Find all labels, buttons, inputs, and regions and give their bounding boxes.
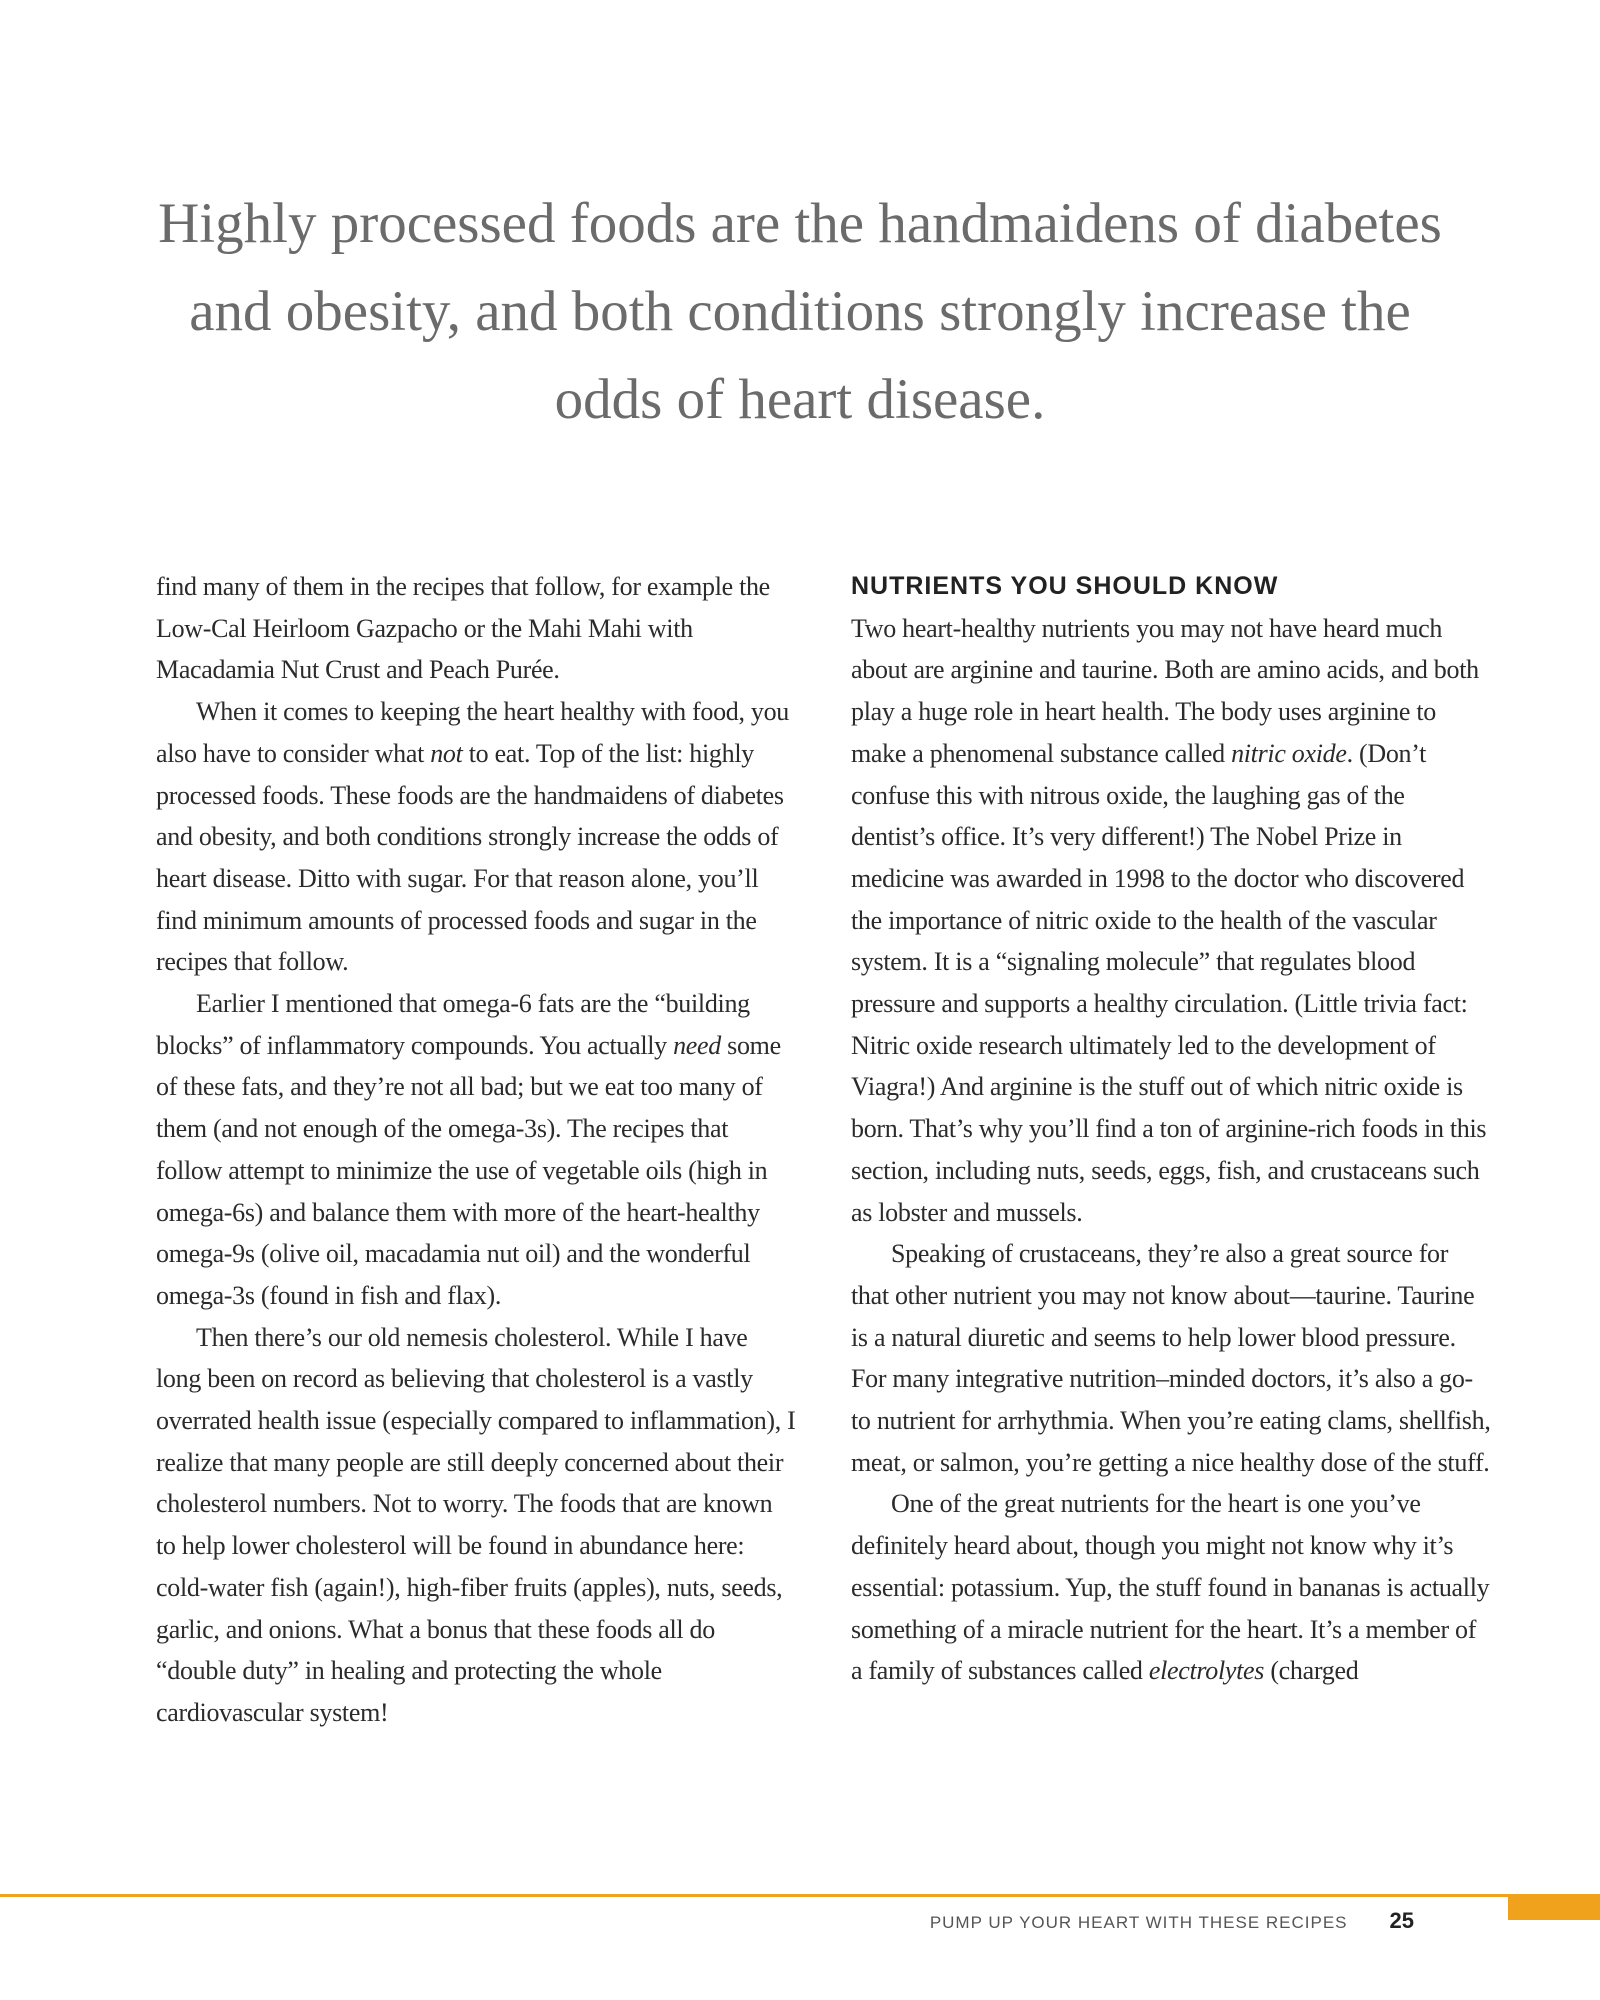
emphasis-not: not — [430, 738, 463, 768]
footer-rule — [0, 1894, 1600, 1897]
emphasis-electrolytes: electrolytes — [1148, 1656, 1265, 1686]
emphasis-nitric-oxide: nitric oxide — [1231, 738, 1347, 768]
right-column — [851, 566, 1491, 1692]
left-paragraph-3: Earlier I mentioned that omega-6 fats are the “building blocks” of inflammatory compounds. You actually need some of these fats, and they’re not all bad; but we eat too many of them (and not enough of the omega-3s). The recipes that follow attempt to minimize the use of vegetable oils (high in omega-6s) and balance them with more of the heart-healthy omega-9s (olive oil, macadamia nut oil) and the wonderful omega-3s (found in fish and flax). — [156, 989, 781, 1310]
left-column — [156, 566, 796, 1734]
section-heading: NUTRIENTS YOU SHOULD KNOW — [851, 572, 1279, 600]
right-paragraph-3: One of the great nutrients for the heart is one you’ve definitely heard about, though you might not know why it’s essential: potassium. Yup, the stuff found in bananas is actually something of a miracle nutrient for the heart. It’s a member of a family of substances called electrolytes (charged — [851, 1489, 1490, 1686]
emphasis-need: need — [673, 1030, 721, 1060]
running-head-label: PUMP UP YOUR HEART WITH THESE RECIPES — [929, 1913, 1348, 1932]
left-paragraph-2: When it comes to keeping the heart healthy with food, you also have to consider what not to eat. Top of the list: highly processed foods. These foods are the handmaidens of diabetes and obesity, and both conditions strongly increase the odds of heart disease. Ditto with sugar. For that reason alone, you’ll find minimum amounts of processed foods and sugar in the recipes that follow. — [156, 697, 790, 977]
right-paragraph-1: Two heart-healthy nutrients you may not have heard much about are arginine and taurine. Both are amino acids, and both play a huge role in heart health. The body uses arginine to make a phenomenal substance called nitric oxide. (Don’t confuse this with nitrous oxide, the laughing gas of the dentist’s office. It’s very different!) The Nobel Prize in medicine was awarded in 1998 to the doctor who discovered the importance of nitric oxide to the health of the vascular system. It is a “signaling molecule” that regulates blood pressure and supports a healthy circulation. (Little trivia fact: Nitric oxide research ultimately led to the development of Viagra!) And arginine is the stuff out of which nitric oxide is born. That’s why you’ll find a ton of arginine-rich foods in this section, including nuts, seeds, eggs, fish, and crustaceans such as lobster and mussels. — [851, 613, 1487, 1227]
left-paragraph-4: Then there’s our old nemesis cholesterol. While I have long been on record as believing that cholesterol is a vastly overrated health issue (especially compared to inflammation), I realize that many people are still deeply concerned about their cholesterol numbers. Not to worry. The foods that are known to help lower cholesterol will be found in abundance here: cold-water fish (again!), high-fiber fruits (apples), nuts, seeds, garlic, and onions. What a bonus that these foods all do “double duty” in healing and protecting the whole cardiovascular system! — [156, 1322, 796, 1727]
right-paragraph-2: Speaking of crustaceans, they’re also a great source for that other nutrient you may not know about—taurine. Taurine is a natural diuretic and seems to help lower blood pressure. For many integrative nutrition–minded doctors, it’s also a go-to nutrient for arrhythmia. When you’re eating clams, shellfish, meat, or salmon, you’re getting a nice healthy dose of the stuff. — [851, 1239, 1491, 1477]
footer-accent-tab — [1508, 1894, 1600, 1920]
pull-quote: Highly processed foods are the handmaidens of diabetes and obesity, and both conditions strongly increase the odds of heart disease. — [158, 192, 1442, 431]
left-paragraph-1: find many of them in the recipes that follow, for example the Low-Cal Heirloom Gazpacho or the Mahi Mahi with Macadamia Nut Crust and Peach Purée. — [156, 572, 770, 685]
page-number: 25 — [1389, 1908, 1414, 1933]
running-footer — [930, 1908, 1414, 1934]
